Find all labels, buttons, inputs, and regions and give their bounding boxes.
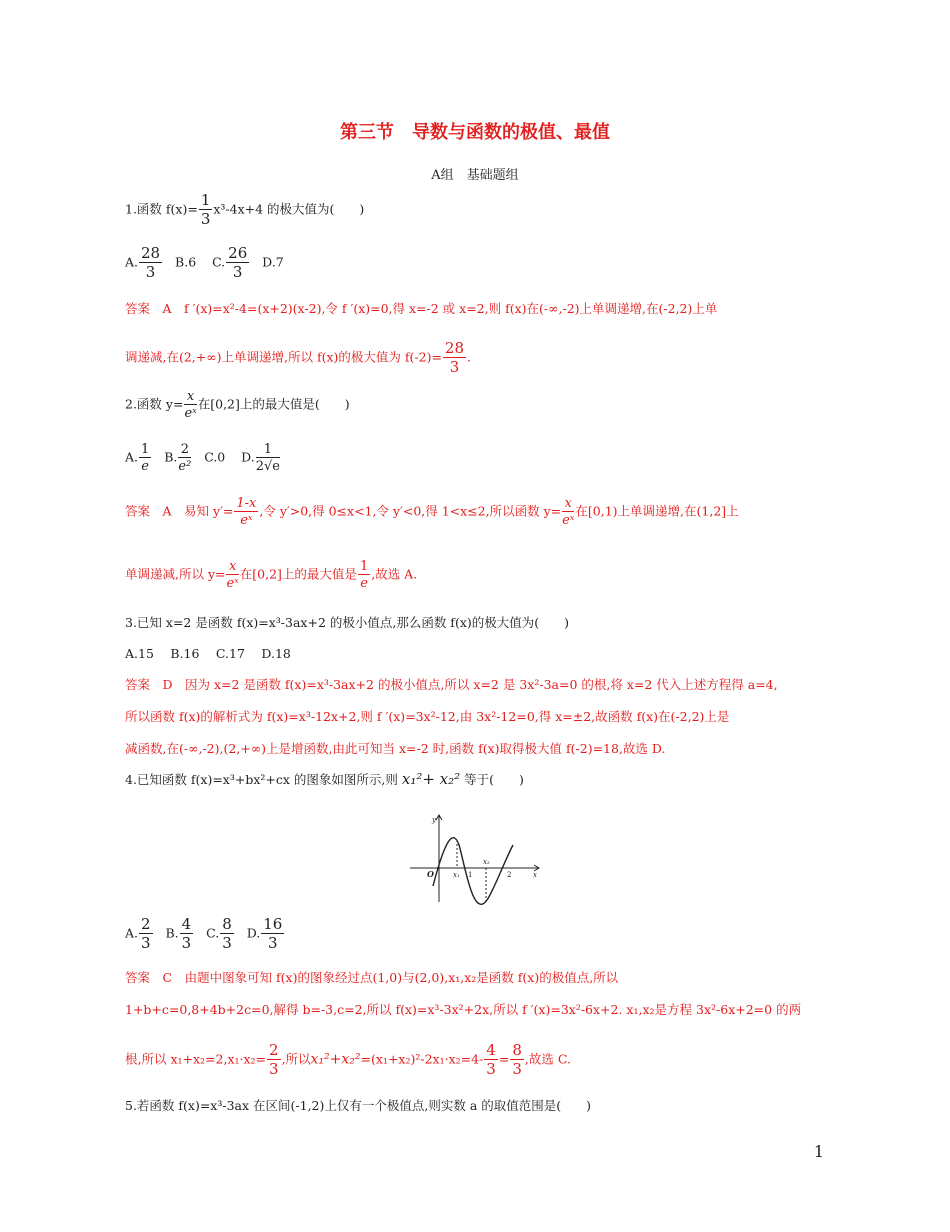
question-5-stem: 5.若函数 f(x)=x³-3ax 在区间(-1,2)上仅有一个极值点,则实数 a 的取值范围是( ) (125, 1098, 591, 1113)
answer-4-line-1: 答案 C 由题中图象可知 f(x)的图象经过点(1,0)与(2,0),x₁,x₂是函数 f(x)的极值点,所以 (125, 970, 619, 985)
one-label: 1 (468, 871, 473, 879)
x2-label: x₂ (483, 858, 490, 866)
curve (433, 838, 513, 905)
answer-2-line-1: 答案 A 易知 y′= $\frac{1-x}{\text{eˣ}}$ ,令 y′>0,得 0≤x<1,令 y′<0,得 1<x≤2,所以函数 y= $\frac{x}{\text{eˣ}}$ 在[0,1)上单调递增,在(1,2]上 (125, 496, 739, 528)
x1-label: x₁ (453, 871, 460, 879)
question-1-options: A. $\frac{28}{3}$ B.6 C. $\frac{26}{3}$ D.7 (125, 244, 284, 281)
section-subtitle: A组 基础题组 (431, 168, 519, 183)
answer-2-line-2: 单调递减,所以 y= $\frac{x}{\text{eˣ}}$ 在[0,2]上的最大值是 $\frac{1}{e}$ ,故选 A. (125, 559, 418, 591)
origin-label: O (427, 869, 434, 879)
question-3-stem: 3.已知 x=2 是函数 f(x)=x³-3ax+2 的极小值点,那么函数 f(x)的极大值为( ) (125, 615, 569, 630)
question-4-stem: 4.已知函数 f(x)=x³+bx²+cx 的图象如图所示,则 x₁²+ x₂² 等于( ) (125, 770, 524, 788)
question-4-options: A. $\frac{2}{3}$ B. $\frac{4}{3}$ C. $\frac{8}{3}$ D. $\frac{16}{3}$ (125, 915, 283, 952)
answer-3-line-1: 答案 D 因为 x=2 是函数 f(x)=x³-3ax+2 的极小值点,所以 x=2 是 3x²-3a=0 的根,将 x=2 代入上述方程得 a=4, (125, 677, 778, 692)
question-2-stem: 2.函数 y= $\frac{x}{\text{eˣ}}$ 在[0,2]上的最大值是( ) (125, 389, 350, 421)
answer-3-line-3: 减函数,在(-∞,-2),(2,+∞)上是增函数,由此可知当 x=-2 时,函数 f(x)取得极大值 f(-2)=18,故选 D. (125, 741, 666, 756)
page-title: 第三节 导数与函数的极值、最值 (340, 122, 610, 142)
y-axis-label: y (432, 816, 436, 824)
two-label: 2 (507, 871, 512, 879)
answer-1-line-2: 调递减,在(2,+∞)上单调递增,所以 f(x)的极大值为 f(-2)= $\frac{28}{3}$ . (125, 339, 471, 376)
answer-4-line-2: 1+b+c=0,8+4b+2c=0,解得 b=-3,c=2,所以 f(x)=x³-3x²+2x,所以 f ′(x)=3x²-6x+2. x₁,x₂是方程 3x²-6x+2=0 的两 (125, 1002, 802, 1017)
question-2-options: A. $\frac{1}{e}$ B. $\frac{2}{\text{e²}}$ C.0 D. $\frac{1}{2√e}$ (125, 442, 280, 474)
page-number: 1 (813, 1142, 824, 1161)
question-1-stem: 1.函数 f(x)= $\frac{1}{3}$ x³-4x+4 的极大值为( ) (125, 191, 365, 228)
question-3-options: A.15 B.16 C.17 D.18 (125, 646, 291, 661)
x-axis-label: x (533, 871, 537, 879)
answer-4-line-3: 根,所以 x₁+x₂=2,x₁·x₂= $\frac{2}{3}$ ,所以x₁²+x₂²=(x₁+x₂)²-2x₁·x₂=4- $\frac{4}{3}$ = $\frac{8}{3}$ ,故选 C. (125, 1041, 571, 1078)
answer-3-line-2: 所以函数 f(x)的解析式为 f(x)=x³-12x+2,则 f ′(x)=3x²-12,由 3x²-12=0,得 x=±2,故函数 f(x)在(-2,2)上是 (125, 709, 730, 724)
function-graph (405, 810, 545, 905)
sum-of-squares-expr: x₁²+ x₂² (401, 770, 461, 788)
answer-1-line-1: 答案 A f ′(x)=x²-4=(x+2)(x-2),令 f ′(x)=0,得 x=-2 或 x=2,则 f(x)在(-∞,-2)上单调递增,在(-2,2)上单 (125, 301, 718, 316)
